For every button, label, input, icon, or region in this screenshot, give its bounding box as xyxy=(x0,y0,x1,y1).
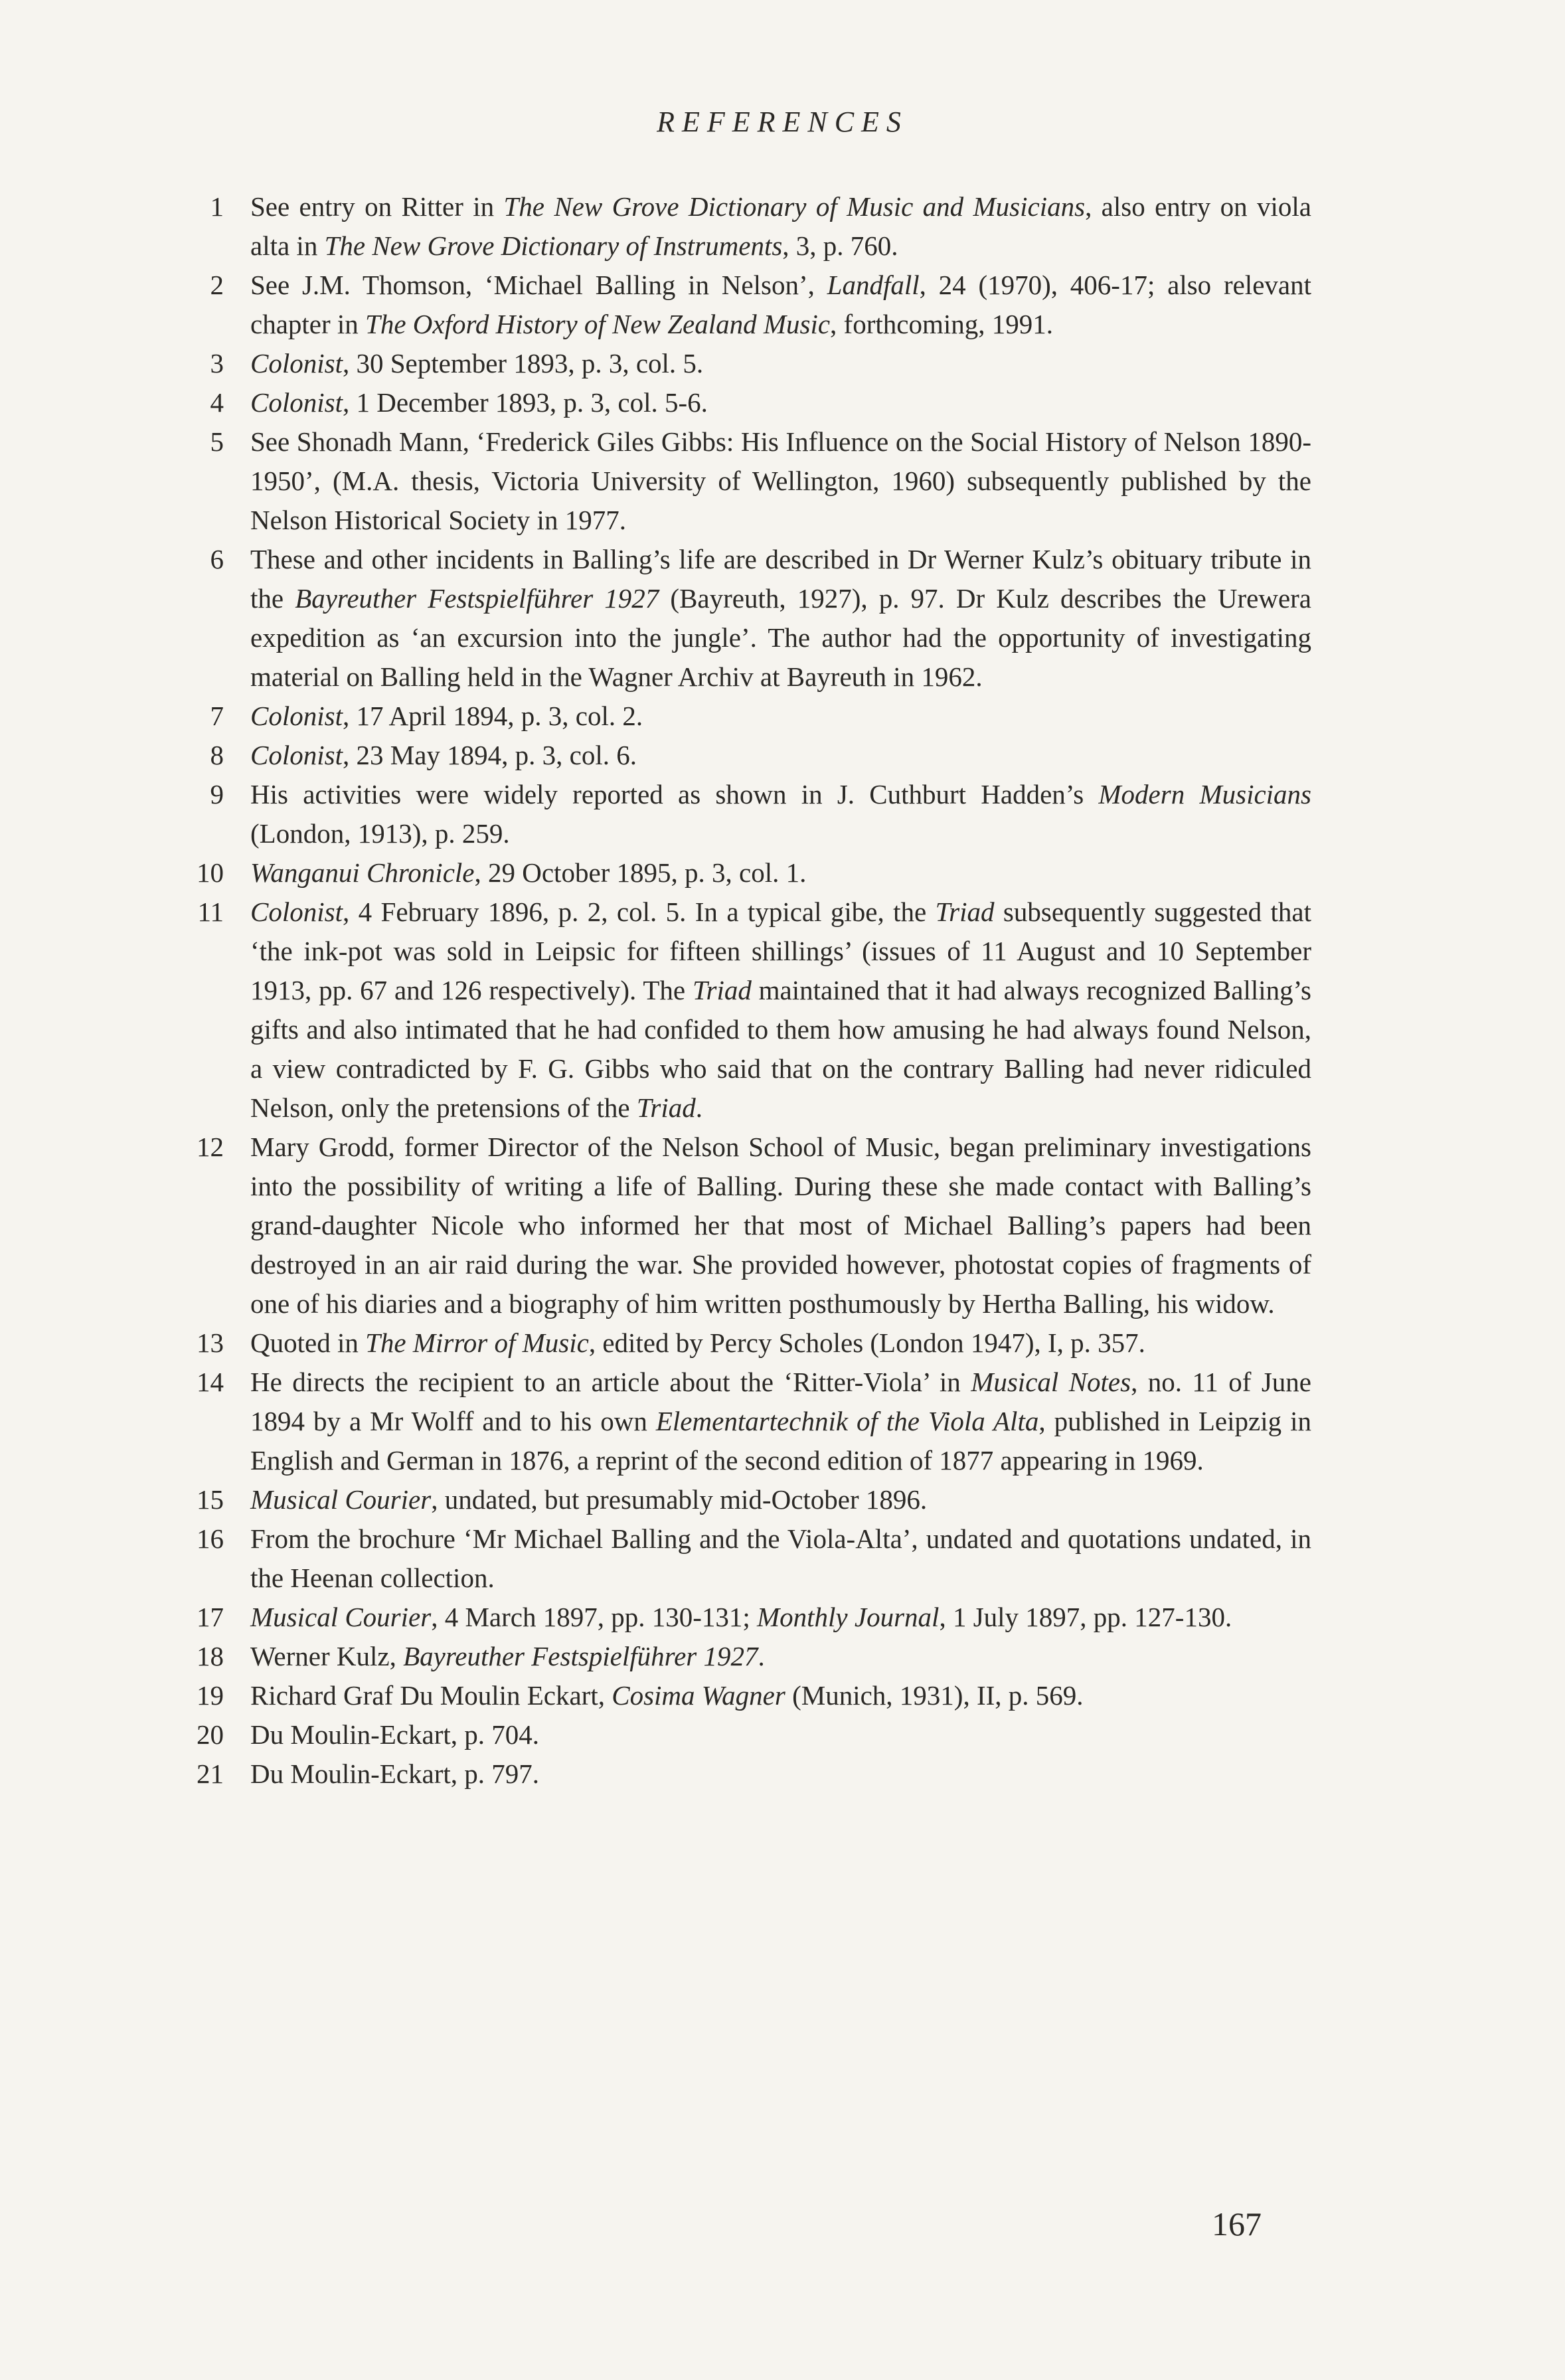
reference-title-italic: Cosima Wagner xyxy=(612,1680,785,1711)
page-number: 167 xyxy=(1212,2205,1262,2243)
reference-text xyxy=(224,1598,1311,1637)
reference-text xyxy=(224,383,1311,422)
reference-title-italic: The Mirror of Music xyxy=(365,1327,589,1358)
reference-text xyxy=(224,187,1311,266)
reference-number: 9 xyxy=(210,779,224,809)
reference-number: 6 xyxy=(210,544,224,574)
references-list xyxy=(149,187,1311,1794)
reference-text xyxy=(224,1128,1311,1323)
reference-title-italic: Landfall xyxy=(827,270,920,300)
reference-title-italic: Colonist xyxy=(250,348,343,379)
reference-text xyxy=(224,1754,1311,1794)
reference-title-italic: Triad xyxy=(636,1092,696,1123)
reference-item xyxy=(149,1637,1311,1676)
reference-text-segment: , forthcoming, 1991. xyxy=(830,309,1053,339)
reference-text-segment: , 17 April 1894, p. 3, col. 2. xyxy=(342,701,643,731)
reference-number: 3 xyxy=(210,348,224,379)
reference-item xyxy=(149,697,1311,736)
reference-item xyxy=(149,383,1311,422)
reference-title-italic: Elementartechnik of the Viola Alta xyxy=(655,1406,1039,1436)
reference-text-segment: subsequently suggested that ‘the ink-pot was sold in Leipsic for fifteen shillings’ (issues of 11 August and 10 September 1913, pp. 67 and 126 respectively). The xyxy=(250,896,1311,1005)
reference-number: 20 xyxy=(197,1719,224,1750)
reference-text-segment: , 3, p. 760. xyxy=(782,230,898,261)
reference-title-italic: The New Grove Dictionary of Music and Musicians xyxy=(503,191,1086,222)
reference-number: 12 xyxy=(197,1132,224,1162)
reference-item xyxy=(149,1715,1311,1754)
reference-number: 13 xyxy=(197,1327,224,1358)
reference-text-segment: From the brochure ‘Mr Michael Balling and the Viola-Alta’, undated and quotations undated, in the Heenan collection. xyxy=(250,1523,1311,1593)
reference-number: 4 xyxy=(210,387,224,418)
reference-item xyxy=(149,1519,1311,1598)
reference-number: 21 xyxy=(197,1758,224,1789)
reference-text-segment: , 1 December 1893, p. 3, col. 5-6. xyxy=(342,387,708,418)
reference-text-segment: These and other incidents in Balling’s life are described in Dr Werner Kulz’s obituary tribute in the xyxy=(250,544,1311,614)
reference-item xyxy=(149,187,1311,266)
reference-number: 8 xyxy=(210,740,224,770)
reference-text-segment: , 29 October 1895, p. 3, col. 1. xyxy=(474,857,807,888)
reference-item xyxy=(149,1363,1311,1480)
reference-title-italic: Colonist xyxy=(250,387,343,418)
reference-title-italic: Colonist xyxy=(250,740,343,770)
reference-text xyxy=(224,1715,1311,1754)
reference-title-italic: Musical Courier xyxy=(250,1602,432,1632)
reference-text xyxy=(224,422,1311,540)
reference-text-segment: . xyxy=(695,1092,703,1123)
reference-text-segment: , 23 May 1894, p. 3, col. 6. xyxy=(342,740,637,770)
reference-title-italic: Modern Musicians xyxy=(1098,779,1311,809)
reference-text-segment: Du Moulin-Eckart, p. 704. xyxy=(250,1719,539,1750)
reference-title-italic: Triad xyxy=(692,975,752,1005)
reference-item xyxy=(149,853,1311,892)
reference-text-segment: , 30 September 1893, p. 3, col. 5. xyxy=(342,348,704,379)
reference-title-italic: Bayreuther Festspielführer 1927 xyxy=(295,583,659,614)
reference-text-segment: , 24 (1970), 406-17; also relevant chapter in xyxy=(250,270,1311,339)
reference-item xyxy=(149,266,1311,344)
reference-text-segment: See J.M. Thomson, ‘Michael Balling in Nelson’, xyxy=(250,270,827,300)
reference-number: 15 xyxy=(197,1484,224,1515)
reference-item xyxy=(149,1323,1311,1363)
reference-text-segment: , no. 11 of June 1894 by a Mr Wolff and to his own xyxy=(250,1367,1311,1436)
reference-text-segment: , also entry on viola alta in xyxy=(250,191,1311,261)
reference-text-segment: , edited by Percy Scholes (London 1947), I, p. 357. xyxy=(588,1327,1145,1358)
reference-item xyxy=(149,775,1311,853)
reference-text xyxy=(224,775,1311,853)
reference-item xyxy=(149,736,1311,775)
reference-text-segment: Du Moulin-Eckart, p. 797. xyxy=(250,1758,539,1789)
reference-text-segment: Richard Graf Du Moulin Eckart, xyxy=(250,1680,612,1711)
reference-number: 7 xyxy=(210,701,224,731)
reference-text xyxy=(224,697,1311,736)
reference-text-segment: . xyxy=(758,1641,765,1671)
reference-title-italic: Bayreuther Festspielführer 1927 xyxy=(403,1641,758,1671)
reference-text-segment: (Bayreuth, 1927), p. 97. Dr Kulz describes the Urewera expedition as ‘an excursion into the jungle’. The author had the opportunity of investigating material on Balling held in the Wagner Archiv at Bayreuth in 1962. xyxy=(250,583,1311,692)
reference-text-segment: Quoted in xyxy=(250,1327,366,1358)
reference-title-italic: Colonist xyxy=(250,896,343,927)
reference-text xyxy=(224,540,1311,697)
reference-text-segment: His activities were widely reported as shown in J. Cuthburt Hadden’s xyxy=(250,779,1099,809)
reference-text xyxy=(224,1480,1311,1519)
reference-title-italic: The New Grove Dictionary of Instruments xyxy=(324,230,783,261)
reference-number: 19 xyxy=(197,1680,224,1711)
reference-item xyxy=(149,1676,1311,1715)
reference-number: 5 xyxy=(210,426,224,457)
reference-number: 11 xyxy=(197,896,224,927)
reference-item xyxy=(149,1598,1311,1637)
reference-text xyxy=(224,344,1311,383)
reference-text-segment: He directs the recipient to an article about the ‘Ritter-Viola’ in xyxy=(250,1367,971,1397)
reference-text xyxy=(224,1323,1311,1363)
reference-title-italic: The Oxford History of New Zealand Music xyxy=(365,309,831,339)
reference-text xyxy=(224,1676,1311,1715)
reference-text-segment: , published in Leipzig in English and German in 1876, a reprint of the second edition of 1877 appearing in 1969. xyxy=(250,1406,1311,1476)
reference-text-segment: Mary Grodd, former Director of the Nelson School of Music, began preliminary investigations into the possibility of writing a life of Balling. During these she made contact with Balling’s grand-daughter Nicole who informed her that most of Michael Balling’s papers had been destroyed in an air raid during the war. She provided however, photostat copies of fragments of one of his diaries and a biography of him written posthumously by Hertha Balling, his widow. xyxy=(250,1132,1311,1319)
reference-title-italic: Musical Notes xyxy=(971,1367,1131,1397)
reference-text xyxy=(224,853,1311,892)
reference-text xyxy=(224,1519,1311,1598)
reference-item xyxy=(149,1754,1311,1794)
reference-text-segment: , 1 July 1897, pp. 127-130. xyxy=(939,1602,1232,1632)
reference-title-italic: Wanganui Chronicle xyxy=(250,857,475,888)
reference-text-segment: See entry on Ritter in xyxy=(250,191,504,222)
reference-item xyxy=(149,1480,1311,1519)
reference-text xyxy=(224,736,1311,775)
reference-item xyxy=(149,422,1311,540)
reference-title-italic: Triad xyxy=(935,896,995,927)
reference-item xyxy=(149,1128,1311,1323)
reference-item xyxy=(149,540,1311,697)
reference-text-segment: (Munich, 1931), II, p. 569. xyxy=(785,1680,1084,1711)
reference-item xyxy=(149,892,1311,1128)
reference-title-italic: Colonist xyxy=(250,701,343,731)
reference-text-segment: See Shonadh Mann, ‘Frederick Giles Gibbs: His Influence on the Social History of Nelson 1890-1950’, (M.A. thesis, Victoria University of Wellington, 1960) subsequently published by the Nelson Historical Society in 1977. xyxy=(250,426,1311,535)
reference-text xyxy=(224,892,1311,1128)
reference-text-segment: , 4 February 1896, p. 2, col. 5. In a typical gibe, the xyxy=(342,896,936,927)
reference-title-italic: Musical Courier xyxy=(250,1484,432,1515)
reference-text-segment: (London, 1913), p. 259. xyxy=(250,818,510,849)
reference-title-italic: Monthly Journal xyxy=(757,1602,940,1632)
reference-text-segment: maintained that it had always recognized Balling’s gifts and also intimated that he had confided to them how amusing he had always found Nelson, a view contradicted by F. G. Gibbs who said that on the contrary Balling had never ridiculed Nelson, only the pretensions of the xyxy=(250,975,1311,1123)
reference-text-segment: , 4 March 1897, pp. 130-131; xyxy=(431,1602,757,1632)
reference-number: 16 xyxy=(197,1523,224,1554)
reference-text xyxy=(224,266,1311,344)
reference-number: 14 xyxy=(197,1367,224,1397)
reference-number: 1 xyxy=(210,191,224,222)
reference-number: 18 xyxy=(197,1641,224,1671)
reference-text-segment: , undated, but presumably mid-October 1896. xyxy=(431,1484,928,1515)
reference-text-segment: Werner Kulz, xyxy=(250,1641,404,1671)
reference-text xyxy=(224,1363,1311,1480)
reference-number: 10 xyxy=(197,857,224,888)
reference-text xyxy=(224,1637,1311,1676)
reference-number: 17 xyxy=(197,1602,224,1632)
reference-item xyxy=(149,344,1311,383)
page-title: REFERENCES xyxy=(657,106,908,138)
reference-number: 2 xyxy=(210,270,224,300)
